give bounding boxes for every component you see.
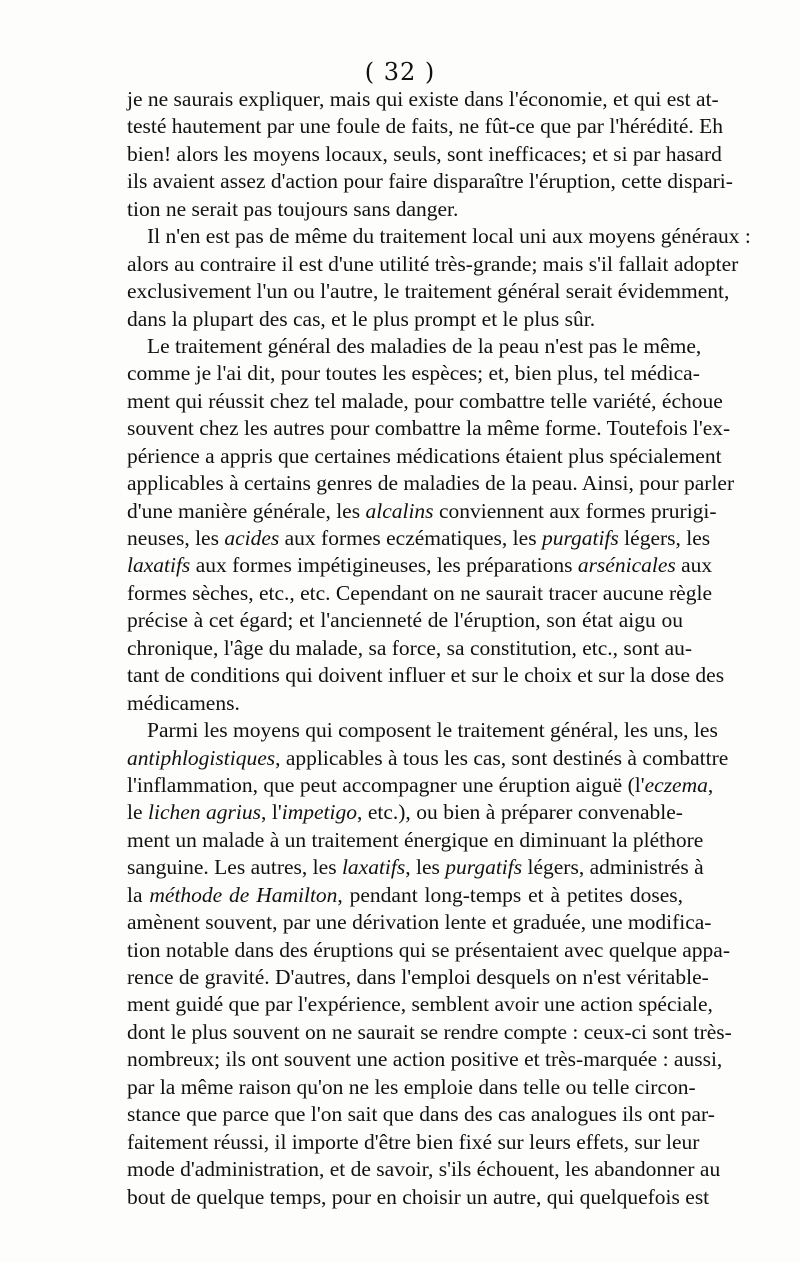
text-line xyxy=(127,937,730,964)
text-line xyxy=(127,799,683,826)
text-segment: tant de conditions qui doivent influer et sur le choix et sur la dose des xyxy=(127,663,725,688)
text-line xyxy=(127,1074,696,1101)
text-line xyxy=(127,882,683,909)
text-segment: je ne saurais expliquer, mais qui existe dans l'économie, et qui est at- xyxy=(127,87,719,111)
text-line xyxy=(127,113,724,140)
text-line xyxy=(127,306,683,333)
text-segment: exclusivement l'un ou l'autre, le traitement général serait évidemment, xyxy=(127,279,730,304)
text-line xyxy=(127,388,723,415)
text-line xyxy=(127,690,683,717)
text-segment: aux formes impétigineuses, les préparations xyxy=(190,553,578,578)
text-segment: précise à cet égard; et l'ancienneté de l'éruption, son état aigu ou xyxy=(127,608,683,633)
text-segment: alors au contraire il est d'une utilité très-grande; mais s'il fallait adopter xyxy=(127,251,739,276)
text-line xyxy=(127,333,702,360)
text-segment: conviennent aux formes prurigi- xyxy=(433,498,717,523)
text-line xyxy=(127,607,683,634)
text-line xyxy=(127,662,725,689)
text-segment: Il n'en est pas de même du traitement local uni aux moyens généraux : xyxy=(147,224,751,249)
text-segment: dans la plupart des cas, et le plus prompt et le plus sûr. xyxy=(127,306,596,331)
text-segment: , les xyxy=(405,855,446,880)
text-segment: testé hautement par une foule de faits, ne fût-ce que par l'hérédité. Eh xyxy=(127,114,724,139)
text-line xyxy=(127,498,717,525)
text-segment: amènent souvent, par une dérivation lente et graduée, une modifica- xyxy=(127,910,712,935)
text-segment: , applicables à tous les cas, sont destinés à combattre xyxy=(275,745,729,770)
text-segment: légers, administrés à xyxy=(522,855,704,880)
text-line xyxy=(127,360,700,387)
text-segment: aux formes eczématiques, les xyxy=(279,526,542,550)
text-line xyxy=(127,1156,721,1183)
text-line xyxy=(127,964,709,991)
text-segment: ment guidé que par l'expérience, semblent avoir une action spéciale, xyxy=(127,992,713,1017)
text-segment: bien! alors les moyens locaux, seuls, sont inefficaces; et si par hasard xyxy=(127,141,722,166)
text-line xyxy=(127,278,730,305)
text-line xyxy=(127,168,733,195)
text-line xyxy=(127,223,751,250)
italic-term: alcalins xyxy=(365,498,434,523)
text-segment: mode d'administration, et de savoir, s'ils échouent, les abandonner au xyxy=(127,1157,721,1182)
italic-term: purgatifs xyxy=(445,855,523,880)
italic-term: laxatifs xyxy=(341,855,406,880)
text-segment: Le traitement général des maladies de la peau n'est pas le même, xyxy=(147,333,702,358)
text-segment: , pendant long-temps et à petites doses, xyxy=(337,882,683,907)
italic-term: purgatifs xyxy=(541,526,619,550)
text-segment: tion ne serait pas toujours sans danger. xyxy=(127,196,459,221)
page-number: ( 32 ) xyxy=(364,58,436,86)
text-segment: , xyxy=(707,772,714,797)
text-line xyxy=(127,552,713,579)
text-line xyxy=(127,196,683,223)
text-segment: neuses, les xyxy=(127,526,225,550)
text-line xyxy=(127,717,718,744)
text-segment: l'inflammation, que peut accompagner une éruption aiguë (l' xyxy=(127,772,645,797)
text-line xyxy=(127,635,693,662)
body-text xyxy=(127,86,751,1211)
italic-term: antiphlogistiques xyxy=(127,745,276,770)
paragraph xyxy=(127,333,735,717)
text-line xyxy=(127,1184,710,1211)
paragraph xyxy=(127,717,732,1211)
text-line xyxy=(127,1046,723,1073)
text-segment: souvent chez les autres pour combattre la même forme. Toutefois l'ex- xyxy=(127,416,731,441)
italic-term: arsénicales xyxy=(577,553,676,578)
text-segment: par la même raison qu'on ne les emploie dans telle ou telle circon- xyxy=(127,1074,696,1099)
text-line xyxy=(127,745,729,772)
text-line xyxy=(127,251,739,278)
italic-term: laxatifs xyxy=(127,553,191,578)
text-segment: Parmi les moyens qui composent le traitement général, les uns, les xyxy=(147,718,718,743)
text-segment: ment qui réussit chez tel malade, pour combattre telle variété, échoue xyxy=(127,388,723,413)
text-segment: sanguine. Les autres, les xyxy=(127,855,342,880)
text-segment: , etc.), ou bien à préparer convenable- xyxy=(356,800,683,825)
italic-term: acides xyxy=(224,526,280,550)
text-line xyxy=(127,772,714,799)
text-segment: aux xyxy=(675,553,713,578)
text-line xyxy=(127,1101,715,1128)
text-line xyxy=(127,1019,732,1046)
text-line xyxy=(127,86,719,113)
text-line xyxy=(127,909,712,936)
italic-term: lichen agrius xyxy=(148,800,261,825)
text-segment: le xyxy=(127,800,149,825)
text-segment: comme je l'ai dit, pour toutes les espèces; et, bien plus, tel médica- xyxy=(127,361,700,386)
text-segment: bout de quelque temps, pour en choisir un autre, qui quelquefois est xyxy=(127,1184,710,1209)
text-segment: dont le plus souvent on ne saurait se rendre compte : ceux-ci sont très- xyxy=(127,1019,732,1044)
text-line xyxy=(127,415,731,442)
text-line xyxy=(127,580,712,607)
paragraph xyxy=(127,86,733,223)
text-segment: nombreux; ils ont souvent une action positive et très-marquée : aussi, xyxy=(127,1047,723,1072)
text-segment: la xyxy=(127,882,150,907)
text-segment: tion notable dans des éruptions qui se présentaient avec quelque appa- xyxy=(127,937,730,962)
text-segment: d'une manière générale, les xyxy=(127,498,366,523)
text-segment: faitement réussi, il importe d'être bien fixé sur leurs effets, sur leur xyxy=(127,1129,700,1154)
text-line xyxy=(127,854,704,881)
text-line xyxy=(127,525,711,552)
italic-term: eczema xyxy=(644,772,708,797)
text-segment: formes sèches, etc., etc. Cependant on ne saurait tracer aucune règle xyxy=(127,580,712,605)
text-segment: ment un malade à un traitement énergique en diminuant la pléthore xyxy=(127,827,704,852)
text-line xyxy=(127,991,713,1018)
text-segment: ils avaient assez d'action pour faire disparaître l'éruption, cette dispari- xyxy=(127,169,733,194)
text-segment: rence de gravité. D'autres, dans l'emploi desquels on n'est véritable- xyxy=(127,965,709,989)
italic-term: impetigo xyxy=(281,800,357,825)
text-segment: légers, les xyxy=(618,526,711,550)
text-line xyxy=(127,1129,700,1156)
text-segment: médicamens. xyxy=(127,690,240,715)
text-segment: applicables à certains genres de maladies de la peau. Ainsi, pour parler xyxy=(127,471,735,496)
text-line xyxy=(127,141,722,168)
paragraph xyxy=(127,223,751,333)
text-line xyxy=(127,470,735,497)
text-segment: stance que parce que l'on sait que dans des cas analogues ils ont par- xyxy=(127,1102,715,1127)
text-segment: chronique, l'âge du malade, sa force, sa constitution, etc., sont au- xyxy=(127,635,693,660)
text-segment: périence a appris que certaines médications étaient plus spécialement xyxy=(127,443,722,468)
text-line xyxy=(127,827,704,854)
text-line xyxy=(127,443,722,470)
text-segment: , l' xyxy=(261,800,282,825)
italic-term: méthode de Hamilton xyxy=(149,882,338,907)
